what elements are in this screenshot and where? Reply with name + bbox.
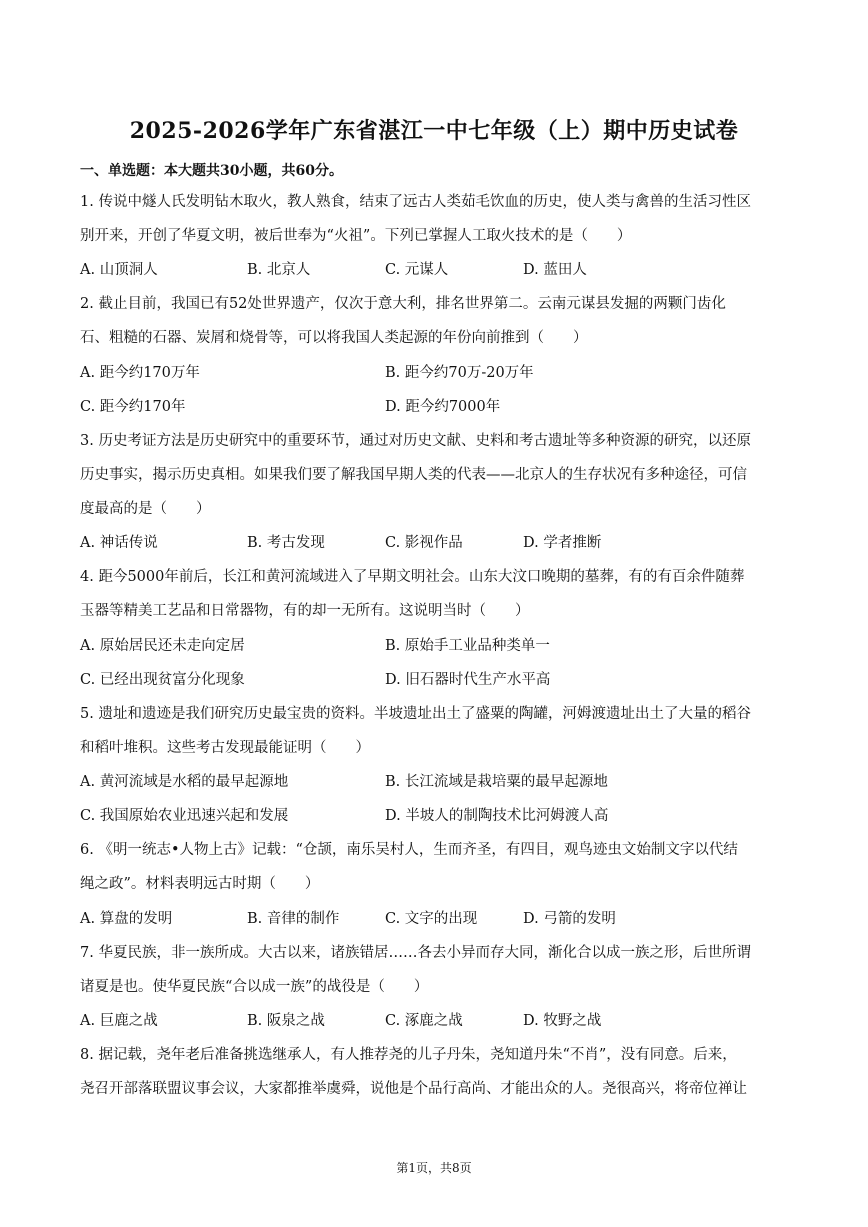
question-3-option-a: A. 神话传说 xyxy=(80,535,158,551)
question-3-option-d: D. 学者推断 xyxy=(523,535,602,551)
question-2-option-d: D. 距今约7000年 xyxy=(385,399,501,415)
question-6-option-a: A. 算盘的发明 xyxy=(80,911,173,927)
question-3-line-2: 历史事实，揭示历史真相。如果我们要了解我国早期人类的代表——北京人的生存状况有多种途径，可信 xyxy=(80,467,747,483)
question-1-line-2: 别开来，开创了华夏文明，被后世奉为“火祖”。下列已掌握人工取火技术的是（ ） xyxy=(80,228,632,244)
question-5-line-1: 5. 遗址和遗迹是我们研究历史最宝贵的资料。半坡遗址出土了盛粟的陶罐，河姆渡遗址出土了大量的稻谷 xyxy=(80,706,751,722)
question-7-option-c: C. 涿鹿之战 xyxy=(385,1013,463,1029)
question-2-line-2: 石、粗糙的石器、炭屑和烧骨等，可以将我国人类起源的年份向前推到（ ） xyxy=(80,330,588,346)
question-6-line-2: 绳之政”。材料表明远古时期（ ） xyxy=(80,876,320,892)
question-4-option-c: C. 已经出现贫富分化现象 xyxy=(80,672,245,688)
question-7-line-1: 7. 华夏民族，非一族所成。大古以来，诸族错居……各去小异而存大同，渐化合以成一族之形，后世所谓 xyxy=(80,945,751,961)
question-2-option-c: C. 距今约170年 xyxy=(80,399,186,415)
question-5-option-d: D. 半坡人的制陶技术比河姆渡人高 xyxy=(385,808,609,824)
question-2-option-b: B. 距今约70万-20万年 xyxy=(385,365,534,381)
question-1-option-c: C. 元谋人 xyxy=(385,262,449,278)
question-2-option-a: A. 距今约170万年 xyxy=(80,365,200,381)
section-heading: 一、单选题：本大题共30小题，共60分。 xyxy=(80,163,343,179)
question-7-line-2: 诸夏是也。使华夏民族“合以成一族”的战役是（ ） xyxy=(80,979,429,995)
question-3-line-3: 度最高的是（ ） xyxy=(80,501,211,517)
question-2-line-1: 2. 截止目前，我国已有52处世界遗产，仅次于意大利，排名世界第二。云南元谋县发掘的两颗门齿化 xyxy=(80,296,726,312)
question-3-line-1: 3. 历史考证方法是历史研究中的重要环节，通过对历史文献、史料和考古遗址等多种资源的研究，以还原 xyxy=(80,433,751,449)
question-1-option-a: A. 山顶洞人 xyxy=(80,262,158,278)
question-5-option-c: C. 我国原始农业迅速兴起和发展 xyxy=(80,808,289,824)
question-3-option-b: B. 考古发现 xyxy=(247,535,325,551)
question-7-option-d: D. 牧野之战 xyxy=(523,1013,602,1029)
exam-title: 2025-2026学年广东省湛江一中七年级（上）期中历史试卷 xyxy=(129,118,739,144)
question-5-option-a: A. 黄河流域是水稻的最早起源地 xyxy=(80,774,289,790)
question-6-line-1: 6. 《明一统志•人物上古》记载：“仓颉，南乐吴村人，生而齐圣，有四目，观鸟迹虫文始制文字以代结 xyxy=(80,842,738,858)
question-4-line-2: 玉器等精美工艺品和日常器物，有的却一无所有。这说明当时（ ） xyxy=(80,603,530,619)
question-4-option-b: B. 原始手工业品种类单一 xyxy=(385,638,550,654)
question-1-option-d: D. 蓝田人 xyxy=(523,262,587,278)
question-5-line-2: 和稻叶堆积。这些考古发现最能证明（ ） xyxy=(80,740,370,756)
question-4-option-d: D. 旧石器时代生产水平高 xyxy=(385,672,551,688)
page-footer: 第1页，共8页 xyxy=(396,1161,472,1175)
question-7-option-b: B. 阪泉之战 xyxy=(247,1013,325,1029)
question-6-option-b: B. 音律的制作 xyxy=(247,911,340,927)
question-7-option-a: A. 巨鹿之战 xyxy=(80,1013,158,1029)
question-1-option-b: B. 北京人 xyxy=(247,262,311,278)
question-8-line-1: 8. 据记载，尧年老后准备挑选继承人，有人推荐尧的儿子丹朱，尧知道丹朱“不肖”，没有同意。后来， xyxy=(80,1047,737,1063)
question-1-line-1: 1. 传说中燧人氏发明钻木取火，教人熟食，结束了远古人类茹毛饮血的历史，使人类与禽兽的生活习性区 xyxy=(80,194,751,210)
question-6-option-d: D. 弓箭的发明 xyxy=(523,911,616,927)
question-4-option-a: A. 原始居民还未走向定居 xyxy=(80,638,245,654)
question-5-option-b: B. 长江流域是栽培粟的最早起源地 xyxy=(385,774,608,790)
question-8-line-2: 尧召开部落联盟议事会议，大家都推举虞舜，说他是个品行高尚、才能出众的人。尧很高兴，将帝位禅让 xyxy=(80,1081,747,1097)
question-4-line-1: 4. 距今5000年前后，长江和黄河流域进入了早期文明社会。山东大汶口晚期的墓葬，有的有百余件随葬 xyxy=(80,569,745,585)
question-6-option-c: C. 文字的出现 xyxy=(385,911,478,927)
question-3-option-c: C. 影视作品 xyxy=(385,535,463,551)
